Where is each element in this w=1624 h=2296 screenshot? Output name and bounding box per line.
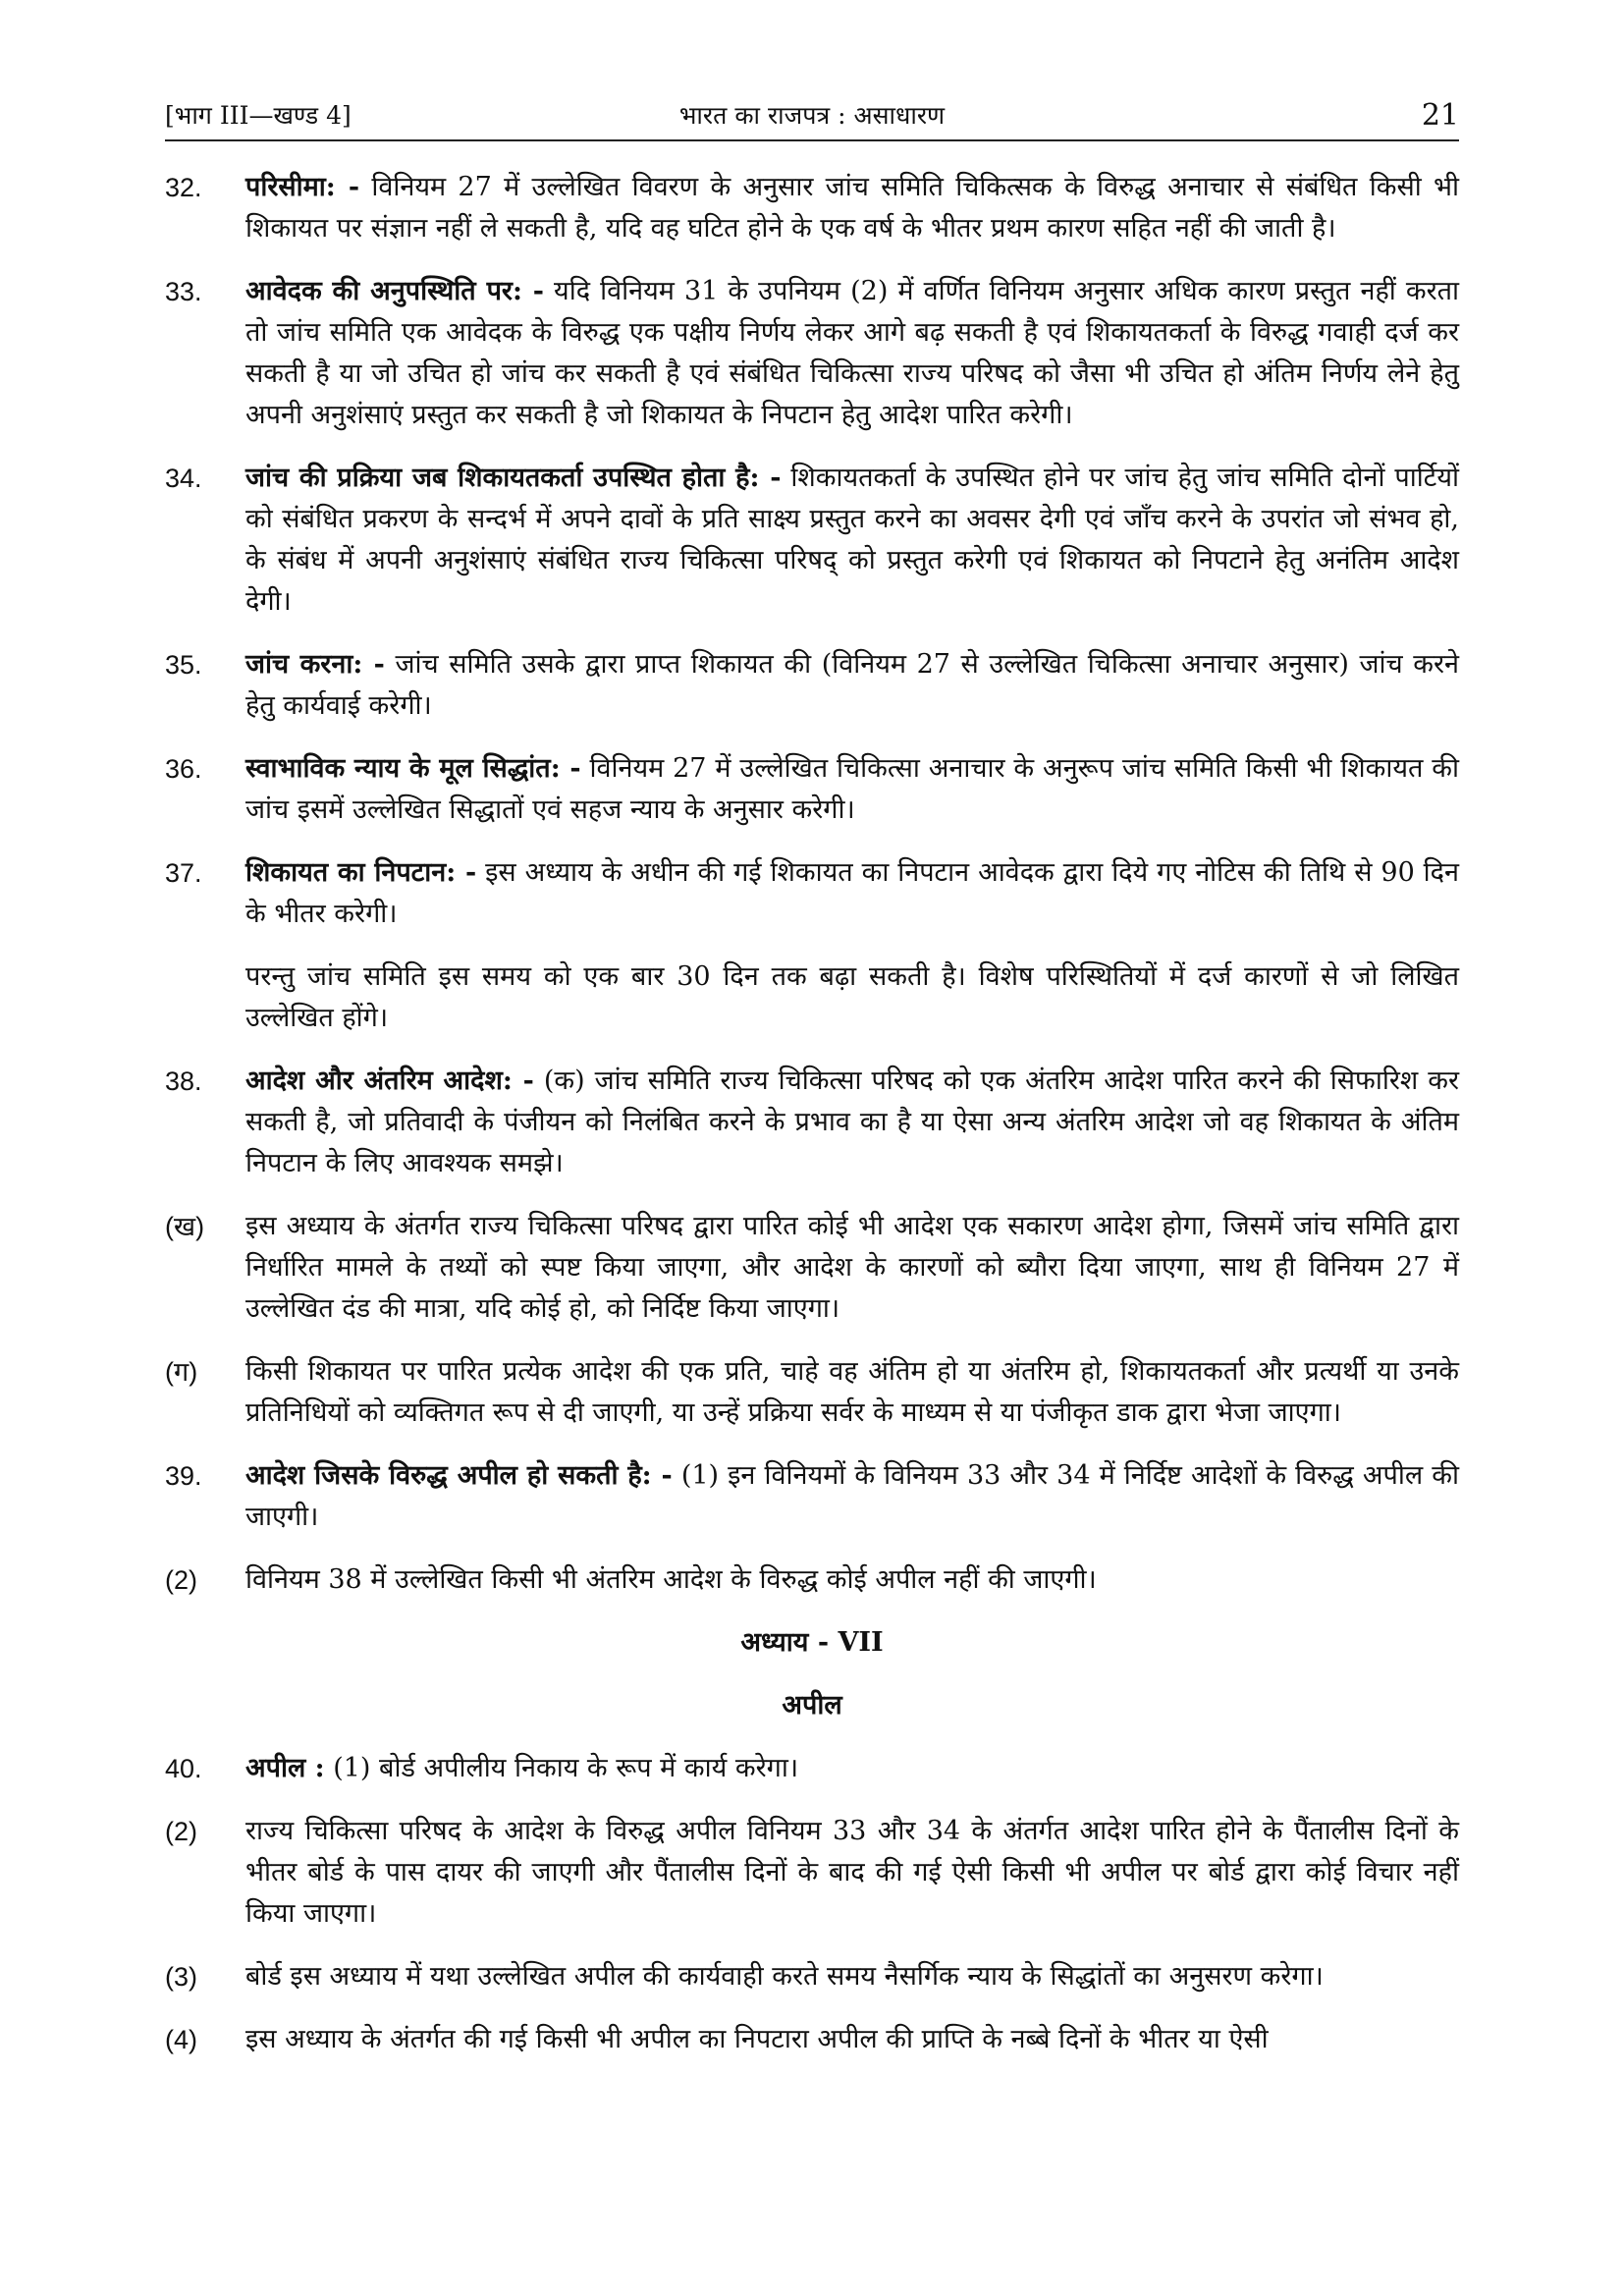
regulation-item (165, 1455, 1459, 1538)
regulation-text (245, 1748, 1459, 1789)
regulation-heading: आदेश जिसके विरुद्ध अपील हो सकती है: - (245, 1460, 673, 1491)
regulation-item (165, 458, 1459, 623)
regulation-body: विनियम 38 में उल्लेखित किसी भी अंतरिम आदेश के विरुद्ध कोई अपील नहीं की जाएगी। (245, 1564, 1097, 1595)
regulation-item (165, 1206, 1459, 1330)
regulation-number: (4) (165, 2025, 197, 2054)
regulation-heading: आदेश और अंतरिम आदेश: - (245, 1066, 534, 1096)
regulation-text (245, 167, 1459, 249)
regulation-body: इस अध्याय के अंतर्गत राज्य चिकित्सा परिषद द्वारा पारित कोई भी आदेश एक सकारण आदेश होगा, जिसमें जांच समिति द्वारा निर्धारित मामले के तथ्यों को स्पष्ट किया जाएगा, और आदेश के कारणों को ब्यौरा दिया जाएगा, साथ ही विनियम 27 में उल्लेखित दंड की मात्रा, यदि कोई हो, को निर्दिष्ट किया जाएगा। (245, 1211, 1459, 1324)
regulation-item (165, 1559, 1459, 1601)
chapter-title: अध्याय - VII (740, 1627, 884, 1658)
regulation-body: यदि विनियम 31 के उपनियम (2) में वर्णित विनियम अनुसार अधिक कारण प्रस्तुत नहीं करता तो जांच समिति एक आवेदक के विरुद्ध एक पक्षीय निर्णय लेकर आगे बढ़ सकती है एवं शिकायतकर्ता के विरुद्ध गवाही दर्ज कर सकती है या जो उचित हो जांच कर सकती है एवं संबंधित चिकित्सा राज्य परिषद को जैसा भी उचित हो अंतिम निर्णय लेने हेतु अपनी अनुशंसाएं प्रस्तुत कर सकती है जो शिकायत के निपटान हेतु आदेश पारित करेगी। (245, 276, 1459, 430)
regulations-list-c (165, 1748, 1459, 2060)
regulation-heading: अपील : (245, 1753, 325, 1783)
regulation-number: (3) (165, 1962, 197, 1992)
page-header (165, 90, 1459, 141)
regulation-item (165, 271, 1459, 436)
regulation-body: इस अध्याय के अधीन की गई शिकायत का निपटान आवेदक द्वारा दिये गए नोटिस की तिथि से 90 दिन के भीतर करेगी। (245, 857, 1459, 929)
regulation-number: 39. (165, 1461, 202, 1491)
regulation-number: 34. (165, 464, 202, 493)
header-part: [भाग III—खण्ड 4] (165, 101, 352, 130)
regulation-text (245, 458, 1459, 623)
page-number: 21 (1421, 97, 1459, 133)
regulation-text (245, 852, 1459, 935)
regulation-number: (ख) (165, 1212, 205, 1241)
regulation-body: राज्य चिकित्सा परिषद के आदेश के विरुद्ध अपील विनियम 33 और 34 के अंतर्गत आदेश पारित होने के पैंतालीस दिनों के भीतर बोर्ड के पास दायर की जाएगी और पैंतालीस दिनों के बाद की गई ऐसी किसी भी अपील पर बोर्ड द्वारा कोई विचार नहीं किया जाएगा। (245, 1816, 1459, 1929)
regulation-item (165, 1061, 1459, 1184)
regulation-text (245, 1956, 1459, 1997)
regulation-item (165, 748, 1459, 831)
regulation-text (245, 748, 1459, 831)
regulation-item (165, 644, 1459, 727)
regulation-text (245, 1559, 1459, 1601)
regulation-heading: स्वाभाविक न्याय के मूल सिद्धांत: - (245, 753, 581, 784)
regulation-body: विनियम 27 में उल्लेखित विवरण के अनुसार जांच समिति चिकित्सक के विरुद्ध अनाचार से संबंधित किसी भी शिकायत पर संज्ञान नहीं ले सकती है, यदि वह घटित होने के एक वर्ष के भीतर प्रथम कारण सहित नहीं की जाती है। (245, 172, 1459, 244)
header-title: भारत का राजपत्र : असाधारण (678, 101, 946, 130)
regulation-number: 37. (165, 858, 202, 888)
regulation-text (245, 1351, 1459, 1434)
regulation-text (245, 2019, 1459, 2060)
regulation-heading: जांच की प्रक्रिया जब शिकायतकर्ता उपस्थित होता है: - (245, 463, 782, 493)
regulation-body: इस अध्याय के अंतर्गत की गई किसी भी अपील का निपटारा अपील की प्राप्ति के नब्बे दिनों के भीतर या ऐसी (245, 2024, 1269, 2054)
regulation-heading: शिकायत का निपटान: - (245, 857, 477, 888)
regulation-item (165, 1748, 1459, 1789)
regulation-heading: आवेदक की अनुपस्थिति पर: - (245, 276, 544, 306)
regulation-heading: परिसीमा: - (245, 172, 360, 202)
regulation-body: शिकायतकर्ता के उपस्थित होने पर जांच हेतु जांच समिति दोनों पार्टियों को संबंधित प्रकरण के सन्दर्भ में अपने दावों के प्रति साक्ष्य प्रस्तुत करने का अवसर देगी एवं जाँच करने के उपरांत जो संभव हो, के संबंध में अपनी अनुशंसाएं संबंधित राज्य चिकित्सा परिषद् को प्रस्तुत करेगी एवं शिकायत को निपटाने हेतु अनंतिम आदेश देगी। (245, 463, 1459, 617)
regulation-number: 35. (165, 650, 202, 680)
regulation-body: (1) बोर्ड अपीलीय निकाय के रूप में कार्य करेगा। (324, 1753, 799, 1783)
regulations-list-a (165, 167, 1459, 935)
regulation-body: (क) जांच समिति राज्य चिकित्सा परिषद को एक अंतरिम आदेश पारित करने की सिफारिश कर सकती है, जो प्रतिवादी के पंजीयन को निलंबित करने के प्रभाव का है या ऐसा अन्य अंतरिम आदेश जो वह शिकायत के अंतिम निपटान के लिए आवश्यक समझे। (245, 1066, 1459, 1178)
regulations-list-b (165, 1061, 1459, 1601)
regulation-number: 38. (165, 1066, 202, 1096)
regulation-number: 33. (165, 277, 202, 306)
regulation-body: विनियम 27 में उल्लेखित चिकित्सा अनाचार के अनुरूप जांच समिति किसी भी शिकायत की जांच इसमें उल्लेखित सिद्धातों एवं सहज न्याय के अनुसार करेगी। (245, 753, 1460, 825)
regulation-item (165, 1956, 1459, 1997)
regulation-heading: जांच करना: - (245, 649, 385, 680)
regulation-number: (2) (165, 1817, 197, 1846)
regulation-number: 36. (165, 754, 202, 784)
regulation-text (245, 1206, 1459, 1330)
regulation-37-proviso: परन्तु जांच समिति इस समय को एक बार 30 दिन तक बढ़ा सकती है। विशेष परिस्थितियों में दर्ज कारणों से जो लिखित उल्लेखित होंगे। (245, 961, 1459, 1033)
regulation-item (165, 1811, 1459, 1935)
regulation-number: (2) (165, 1565, 197, 1595)
regulation-number: (ग) (165, 1357, 198, 1387)
regulation-body: किसी शिकायत पर पारित प्रत्येक आदेश की एक प्रति, चाहे वह अंतिम हो या अंतरिम हो, शिकायतकर्ता और प्रत्यर्थी या उनके प्रतिनिधियों को व्यक्तिगत रूप से दी जाएगी, या उन्हें प्रक्रिया सर्वर के माध्यम से या पंजीकृत डाक द्वारा भेजा जाएगा। (245, 1356, 1459, 1428)
page-body (165, 167, 1459, 2082)
chapter-subtitle: अपील (782, 1690, 842, 1721)
regulation-text (245, 1811, 1459, 1935)
regulation-body: (1) इन विनियमों के विनियम 33 और 34 में निर्दिष्ट आदेशों के विरुद्ध अपील की जाएगी। (245, 1460, 1459, 1532)
regulation-text (245, 644, 1459, 727)
regulation-item (165, 2019, 1459, 2060)
regulation-item (165, 852, 1459, 935)
regulation-body: बोर्ड इस अध्याय में यथा उल्लेखित अपील की कार्यवाही करते समय नैसर्गिक न्याय के सिद्धांतों का अनुसरण करेगा। (245, 1961, 1324, 1992)
regulation-number: 40. (165, 1754, 202, 1783)
regulation-item (165, 167, 1459, 249)
regulation-text (245, 1061, 1459, 1184)
regulation-number: 32. (165, 173, 202, 202)
regulation-body: जांच समिति उसके द्वारा प्राप्त शिकायत की (विनियम 27 से उल्लेखित चिकित्सा अनाचार अनुसार) जांच करने हेतु कार्यवाई करेगी। (245, 649, 1459, 721)
regulation-text (245, 271, 1459, 436)
regulation-item (165, 1351, 1459, 1434)
regulation-text (245, 1455, 1459, 1538)
